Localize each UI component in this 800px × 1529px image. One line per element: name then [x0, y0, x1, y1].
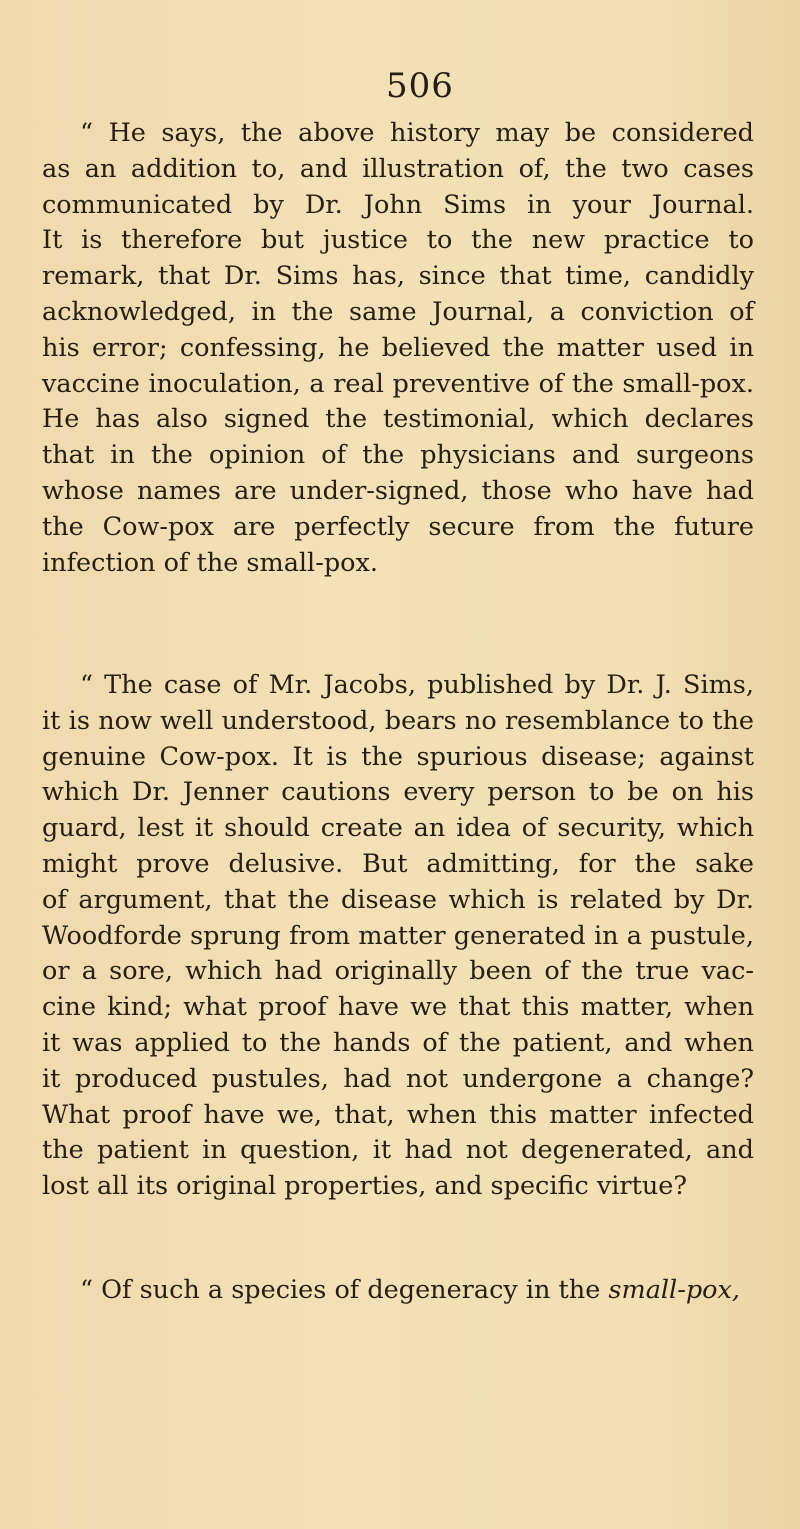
text-line: as an addition to, and illustration of, the two cases [42, 153, 754, 184]
text-line: his error; confessing, he believed the matter used in [42, 332, 754, 363]
text-line: “ He says, the above history may be considered [80, 118, 754, 148]
text-line: guard, lest it should create an idea of security, which [42, 813, 754, 844]
text-line: Woodforde sprung from matter generated in a pustule, [42, 920, 754, 951]
text-line: of argument, that the disease which is related by Dr. [42, 884, 754, 915]
text-line: vaccine inoculation, a real preventive of the small-pox. [42, 368, 754, 399]
text-line: it was applied to the hands of the patient, and when [42, 1027, 754, 1058]
text-line: might prove delusive. But admitting, for the sake [42, 848, 754, 879]
paragraph-3 [42, 1273, 754, 1309]
text-line: genuine Cow-pox. It is the spurious disease; against [42, 741, 754, 772]
text-line: remark, that Dr. Sims has, since that time, candidly [42, 261, 754, 292]
text-line: What proof have we, that, when this matter infected [42, 1099, 754, 1130]
text-segment: “ Of such a species of degeneracy in the [80, 1275, 609, 1305]
italic-word: small-pox, [608, 1275, 740, 1305]
text-line: infection of the small-pox. [42, 547, 378, 578]
text-line: acknowledged, in the same Journal, a conviction of [42, 296, 754, 327]
text-line: the Cow-pox are perfectly secure from the future [42, 511, 754, 542]
page-number: 506 [386, 66, 454, 106]
text-line: He has also signed the testimonial, which declares [42, 404, 754, 435]
text-line [42, 1273, 754, 1309]
paragraph-2 [42, 668, 754, 1205]
text-line: that in the opinion of the physicians and surgeons [42, 440, 754, 471]
text-line: It is therefore but justice to the new practice to [42, 225, 754, 256]
text-line: “ The case of Mr. Jacobs, published by Dr. J. Sims, [80, 670, 754, 700]
text-line: which Dr. Jenner cautions every person to be on his [42, 777, 754, 808]
text-line: communicated by Dr. John Sims in your Journal. [42, 189, 754, 220]
text-line: whose names are under-signed, those who have had [42, 475, 754, 506]
text-line: it produced pustules, had not undergone a change? [42, 1063, 754, 1094]
text-line: cine kind; what proof have we that this matter, when [42, 992, 754, 1023]
text-line: it is now well understood, bears no resemblance to the [42, 705, 754, 736]
paragraph-1 [42, 116, 754, 581]
text-line: or a sore, which had originally been of the true vac- [42, 956, 754, 987]
text-line: the patient in question, it had not degenerated, and [42, 1135, 754, 1166]
text-line: lost all its original properties, and specific virtue? [42, 1171, 688, 1202]
